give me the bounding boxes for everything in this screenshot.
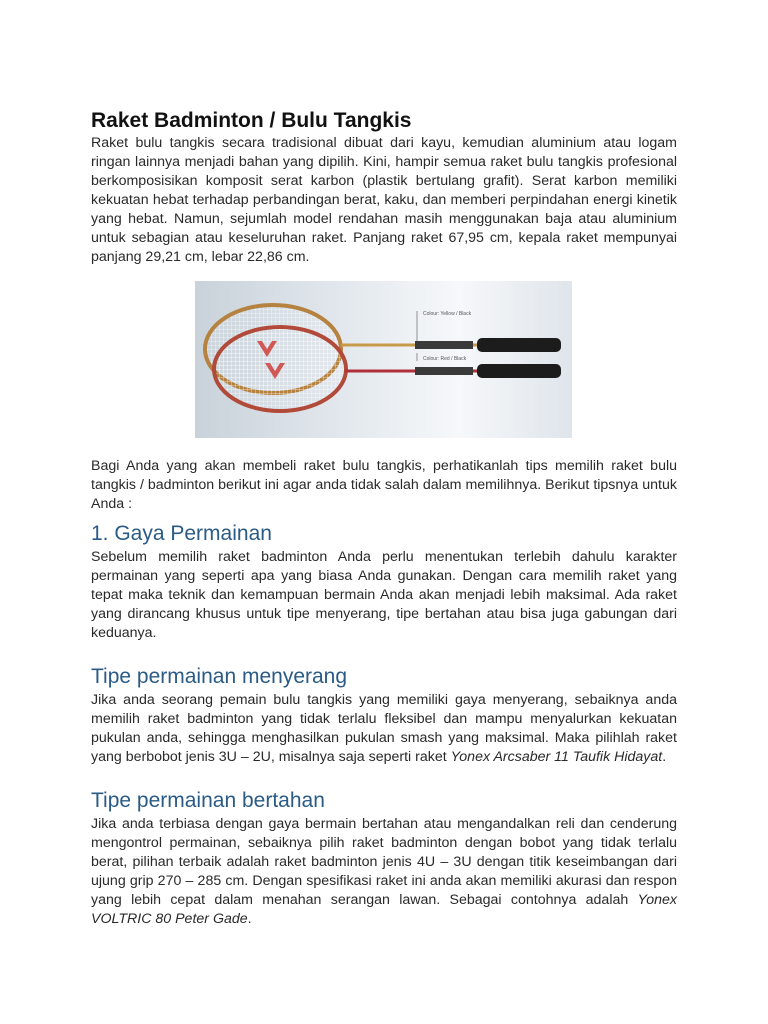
section-bertahan-body [91,815,677,929]
bertahan-tail: . [247,911,252,927]
bertahan-racket-name: Yonex VOLTRIC 80 Peter Gade [91,892,677,927]
bertahan-text: Jika anda terbiasa dengan gaya bermain bertahan atau mengandalkan reli dan cenderung mengontrol permainan, sebaiknya pilih raket badminton dengan bobot yang tidak terlalu berat, pilihan terbaik adalah raket badminton jenis 4U – 3U dengan titik keseimbangan dari ujung grip 270 – 285 cm. Dengan spesifikasi raket ini anda akan memiliki akurasi dan respon yang lebih cepat dalam menahan serangan lawan. Sebagai contohnya adalah [91,816,677,908]
content-section [91,457,677,929]
section-heading-bertahan: Tipe permainan bertahan [91,789,325,812]
menyerang-tail: . [662,749,667,765]
label-yellow-black: Colour: Yellow / Black [423,311,472,317]
badminton-racket-illustration [195,281,572,438]
section-heading-gaya-permainan: 1. Gaya Permainan [91,522,272,545]
section-gaya-permainan-body: Sebelum memilih raket badminton Anda perlu menentukan terlebih dahulu karakter permainan yang seperti apa yang biasa Anda gunakan. Dengan cara memilih raket yang tepat maka teknik dan kemampuan bermain Anda akan menjadi lebih maksimal. Ada raket yang dirancang khusus untuk tipe menyerang, tipe bertahan atau bisa juga gabungan dari keduanya. [91,549,677,641]
page-title: Raket Badminton / Bulu Tangkis [91,109,412,132]
menyerang-text: Jika anda seorang pemain bulu tangkis yang memiliki gaya menyerang, sebaiknya anda memilih raket badminton yang tidak terlalu fleksibel dan mampu menyalurkan kekuatan pukulan anda, sehingga menghasilkan pukulan smash yang maksimal. Maka pilihlah raket yang berbobot jenis 3U – 2U, misalnya saja seperti raket [91,692,677,765]
section-menyerang-body [91,691,677,767]
intro-paragraph: Raket bulu tangkis secara tradisional dibuat dari kayu, kemudian aluminium atau logam ringan lainnya menjadi bahan yang dipilih. Kini, hampir semua raket bulu tangkis profesional berkomposisikan komposit serat karbon (plastik bertulang grafit). Serat karbon memiliki kekuatan hebat terhadap perbandingan berat, kaku, dan memberi perpindahan energi kinetik yang hebat. Namun, sejumlah model rendahan masih menggunakan baja atau aluminium untuk sebagian atau keseluruhan raket. Panjang raket 67,95 cm, kepala raket mempunyai panjang 29,21 cm, lebar 22,86 cm. [91,135,677,265]
section-heading-menyerang: Tipe permainan menyerang [91,665,348,688]
label-red-black: Colour: Red / Black [423,356,467,362]
racket-image [195,281,572,438]
document-page [91,108,677,267]
tips-intro-paragraph: Bagi Anda yang akan membeli raket bulu tangkis, perhatikanlah tips memilih raket bulu tangkis / badminton berikut ini agar anda tidak salah dalam memilihnya. Berikut tipsnya untuk Anda : [91,458,677,512]
menyerang-racket-name: Yonex Arcsaber 11 Taufik Hidayat [450,749,663,765]
